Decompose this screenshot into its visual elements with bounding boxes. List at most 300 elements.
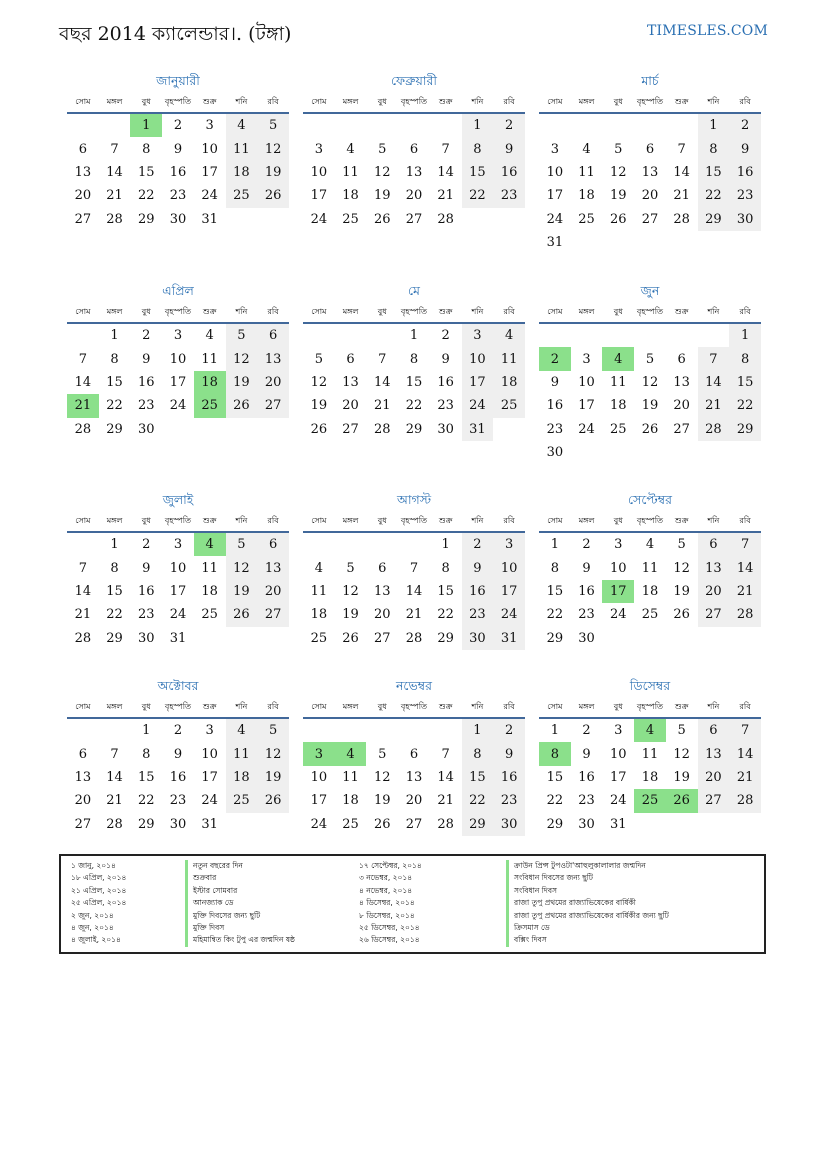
day-cell: 17 xyxy=(578,398,595,414)
week-row xyxy=(67,603,289,626)
day-cell: 14 xyxy=(437,164,454,180)
weekday-header: শুক্র xyxy=(666,511,698,532)
month-name: সেপ্টেম্বর xyxy=(628,492,672,507)
month-name: নভেম্বর xyxy=(395,678,433,693)
week-row xyxy=(67,161,289,184)
empty-cell xyxy=(366,323,398,347)
day-cell: 23 xyxy=(546,421,564,437)
weekend-day-cell: 6 xyxy=(698,532,730,556)
day-cell: 7 xyxy=(78,351,87,367)
weekend-day-cell: 27 xyxy=(257,603,289,626)
day-cell: 24 xyxy=(310,211,328,227)
weekend-day-cell: 30 xyxy=(462,627,494,650)
month-name: জুন xyxy=(640,283,660,298)
day-cell: 2 xyxy=(142,537,151,553)
weekday-header: বৃহস্পতি xyxy=(634,697,666,718)
day-cell: 6 xyxy=(677,351,686,367)
day-cell: 6 xyxy=(645,141,655,157)
day-cell: 2 xyxy=(173,118,183,134)
day-cell: 16 xyxy=(137,374,155,390)
week-row xyxy=(539,208,761,231)
empty-cell xyxy=(666,813,698,836)
weekday-header: শনি xyxy=(226,511,258,532)
day-cell: 21 xyxy=(74,607,92,623)
day-cell: 19 xyxy=(373,793,391,809)
empty-cell xyxy=(335,718,367,742)
holiday-day-cell: 2 xyxy=(539,347,571,370)
day-cell: 8 xyxy=(409,351,419,367)
empty-cell xyxy=(226,813,258,836)
weekday-header: মঙ্গল xyxy=(571,92,603,113)
empty-cell xyxy=(571,323,603,347)
weekend-day-cell: 5 xyxy=(226,532,258,556)
day-cell: 16 xyxy=(169,769,187,785)
legend-date: ৪ জুলাই, ২০১৪ xyxy=(71,935,121,945)
day-cell: 29 xyxy=(405,421,423,437)
weekend-day-cell: 31 xyxy=(462,418,494,441)
day-cell: 1 xyxy=(110,328,119,344)
weekend-day-cell: 23 xyxy=(729,184,761,207)
weekday-header: সোম xyxy=(539,511,571,532)
empty-cell xyxy=(430,113,462,137)
legend-date: ২৫ এপ্রিল, ২০১৪ xyxy=(71,898,127,908)
month-block xyxy=(303,491,525,650)
weekday-header: বুধ xyxy=(130,697,162,718)
weekend-day-cell: 28 xyxy=(729,789,761,812)
weekend-day-cell: 27 xyxy=(698,789,730,812)
weekend-day-cell: 11 xyxy=(493,347,525,370)
legend-holiday-name: ক্রাউন প্রিন্স টুপওটা'আহুলুকালালার জন্মদিন xyxy=(506,860,669,872)
weekend-day-cell: 21 xyxy=(729,766,761,789)
day-cell: 20 xyxy=(342,398,359,414)
month-name: ফেব্রুয়ারী xyxy=(390,73,438,88)
weekday-header: মঙ্গল xyxy=(571,302,603,323)
day-cell: 9 xyxy=(582,560,591,576)
weekend-day-cell: 27 xyxy=(257,394,289,417)
day-cell: 30 xyxy=(578,630,595,646)
empty-cell xyxy=(729,441,761,464)
legend-date: ৪ জুন, ২০১৪ xyxy=(71,922,114,932)
day-cell: 18 xyxy=(310,607,328,623)
day-cell: 23 xyxy=(169,188,187,204)
day-cell: 20 xyxy=(405,793,423,809)
day-cell: 15 xyxy=(137,164,155,180)
day-cell: 1 xyxy=(550,537,559,553)
empty-cell xyxy=(634,813,666,836)
legend-holiday-name: ইস্টার সোমবার xyxy=(185,885,295,897)
weekday-header: মঙ্গল xyxy=(571,697,603,718)
day-cell: 16 xyxy=(578,583,595,599)
empty-cell xyxy=(539,323,571,347)
day-cell: 27 xyxy=(373,630,391,646)
day-cell: 16 xyxy=(546,398,564,414)
weekday-header: মঙ্গল xyxy=(335,302,367,323)
week-row xyxy=(67,766,289,789)
holiday-legend xyxy=(59,854,766,954)
holiday-day-cell: 4 xyxy=(634,718,666,742)
weekday-header: শনি xyxy=(226,92,258,113)
day-cell: 21 xyxy=(437,793,454,809)
week-row xyxy=(303,813,525,836)
week-row xyxy=(539,532,761,556)
week-row xyxy=(67,813,289,836)
day-cell: 8 xyxy=(110,560,119,576)
day-cell: 12 xyxy=(609,164,627,180)
day-cell: 7 xyxy=(409,560,419,576)
day-cell: 24 xyxy=(310,816,328,832)
day-cell: 18 xyxy=(641,769,659,785)
day-cell: 19 xyxy=(641,398,659,414)
day-cell: 11 xyxy=(201,351,218,367)
empty-cell xyxy=(539,113,571,137)
weekend-day-cell: 9 xyxy=(493,137,525,160)
weekday-header: রবি xyxy=(257,697,289,718)
day-cell: 30 xyxy=(437,421,454,437)
weekday-header: শনি xyxy=(462,697,494,718)
day-cell: 28 xyxy=(74,630,92,646)
empty-cell xyxy=(571,113,603,137)
weekday-header: বুধ xyxy=(366,511,398,532)
weekday-header: মঙ্গল xyxy=(99,511,131,532)
empty-cell xyxy=(634,627,666,650)
weekday-header: শনি xyxy=(462,511,494,532)
week-row xyxy=(67,208,289,231)
day-cell: 28 xyxy=(673,211,690,227)
week-row xyxy=(67,580,289,603)
week-row xyxy=(67,394,289,417)
day-cell: 19 xyxy=(673,583,690,599)
week-row xyxy=(67,418,289,441)
weekend-day-cell: 8 xyxy=(462,137,494,160)
day-cell: 21 xyxy=(405,607,423,623)
weekend-day-cell: 22 xyxy=(462,789,494,812)
day-cell: 12 xyxy=(641,374,659,390)
empty-cell xyxy=(698,441,730,464)
empty-cell xyxy=(698,627,730,650)
empty-cell xyxy=(602,323,634,347)
week-row xyxy=(303,789,525,812)
legend-date: ৪ ডিসেম্বর, ২০১৪ xyxy=(359,898,415,908)
day-cell: 5 xyxy=(378,746,387,762)
weekday-header: শনি xyxy=(698,697,730,718)
weekend-day-cell: 18 xyxy=(226,161,258,184)
day-cell: 5 xyxy=(346,560,355,576)
week-row xyxy=(539,603,761,626)
day-cell: 16 xyxy=(437,374,454,390)
month-name: অক্টোবর xyxy=(157,678,199,693)
week-row xyxy=(303,184,525,207)
day-cell: 21 xyxy=(106,188,123,204)
day-cell: 25 xyxy=(342,816,359,832)
day-cell: 17 xyxy=(169,583,187,599)
legend-dates-col-2 xyxy=(359,860,422,947)
legend-date: ৩ নভেম্বর, ২০১৪ xyxy=(359,873,413,883)
day-cell: 21 xyxy=(106,793,123,809)
week-row xyxy=(539,113,761,137)
weekday-header: রবি xyxy=(493,511,525,532)
day-cell: 1 xyxy=(550,723,559,739)
day-cell: 29 xyxy=(437,630,454,646)
weekend-day-cell: 12 xyxy=(257,137,289,160)
empty-cell xyxy=(398,718,430,742)
day-cell: 6 xyxy=(409,746,419,762)
empty-cell xyxy=(162,418,194,441)
day-cell: 26 xyxy=(310,421,328,437)
week-row xyxy=(67,137,289,160)
weekend-day-cell: 19 xyxy=(257,161,289,184)
week-row xyxy=(303,208,525,231)
weekend-day-cell: 11 xyxy=(226,742,258,765)
holiday-day-cell: 4 xyxy=(194,532,226,556)
month-block xyxy=(539,677,761,836)
day-cell: 13 xyxy=(373,583,391,599)
week-row xyxy=(539,580,761,603)
weekday-header: সোম xyxy=(303,92,335,113)
day-cell: 14 xyxy=(106,769,123,785)
week-row xyxy=(67,347,289,370)
day-cell: 11 xyxy=(609,374,627,390)
weekday-header: বৃহস্পতি xyxy=(162,92,194,113)
day-cell: 5 xyxy=(378,141,387,157)
day-cell: 2 xyxy=(142,328,151,344)
week-row xyxy=(303,627,525,650)
weekend-day-cell: 20 xyxy=(698,766,730,789)
week-row xyxy=(539,371,761,394)
weekday-header: মঙ্গল xyxy=(99,302,131,323)
month-block xyxy=(303,282,525,441)
week-row xyxy=(539,161,761,184)
weekday-header: শনি xyxy=(462,302,494,323)
weekend-day-cell: 6 xyxy=(257,532,289,556)
weekday-header: বৃহস্পতি xyxy=(162,302,194,323)
legend-holiday-name: বক্সিং দিবস xyxy=(506,934,669,946)
holiday-day-cell: 21 xyxy=(67,394,99,417)
day-cell: 9 xyxy=(441,351,450,367)
day-cell: 13 xyxy=(641,164,659,180)
day-cell: 8 xyxy=(142,746,151,762)
empty-cell xyxy=(729,231,761,254)
weekday-header: বুধ xyxy=(602,302,634,323)
weekend-day-cell: 15 xyxy=(698,161,730,184)
day-cell: 12 xyxy=(673,560,690,576)
empty-cell xyxy=(634,231,666,254)
weekend-day-cell: 11 xyxy=(226,137,258,160)
day-cell: 13 xyxy=(342,374,359,390)
day-cell: 29 xyxy=(106,421,123,437)
weekend-day-cell: 25 xyxy=(226,789,258,812)
week-row xyxy=(303,532,525,556)
empty-cell xyxy=(430,718,462,742)
day-cell: 13 xyxy=(74,164,92,180)
legend-names-col-1 xyxy=(185,860,295,947)
day-cell: 11 xyxy=(641,746,659,762)
day-cell: 7 xyxy=(441,746,450,762)
weekday-header: শুক্র xyxy=(666,92,698,113)
holiday-day-cell: 3 xyxy=(303,742,335,765)
day-cell: 9 xyxy=(142,560,151,576)
day-cell: 24 xyxy=(201,793,218,809)
day-cell: 8 xyxy=(550,560,559,576)
weekend-day-cell: 20 xyxy=(257,580,289,603)
empty-cell xyxy=(398,113,430,137)
day-cell: 1 xyxy=(409,328,419,344)
day-cell: 7 xyxy=(110,746,119,762)
holiday-day-cell: 4 xyxy=(602,347,634,370)
weekend-day-cell: 2 xyxy=(493,113,525,137)
day-cell: 25 xyxy=(578,211,595,227)
day-cell: 3 xyxy=(205,723,214,739)
weekend-day-cell: 14 xyxy=(698,371,730,394)
weekend-day-cell: 31 xyxy=(493,627,525,650)
month-table xyxy=(67,697,289,836)
empty-cell xyxy=(634,441,666,464)
legend-names-col-2 xyxy=(506,860,669,947)
weekend-day-cell: 27 xyxy=(698,603,730,626)
day-cell: 15 xyxy=(405,374,423,390)
weekend-day-cell: 13 xyxy=(698,556,730,579)
weekend-day-cell: 22 xyxy=(698,184,730,207)
day-cell: 24 xyxy=(169,607,187,623)
empty-cell xyxy=(67,323,99,347)
weekend-day-cell: 30 xyxy=(729,208,761,231)
day-cell: 20 xyxy=(641,188,659,204)
weekend-day-cell: 19 xyxy=(257,766,289,789)
weekday-header: সোম xyxy=(67,302,99,323)
weekend-day-cell: 15 xyxy=(729,371,761,394)
weekend-day-cell: 7 xyxy=(729,532,761,556)
day-cell: 28 xyxy=(106,211,123,227)
empty-cell xyxy=(366,113,398,137)
day-cell: 3 xyxy=(173,328,183,344)
day-cell: 27 xyxy=(405,816,423,832)
week-row xyxy=(539,418,761,441)
weekend-day-cell: 1 xyxy=(698,113,730,137)
day-cell: 22 xyxy=(546,793,564,809)
week-row xyxy=(303,766,525,789)
empty-cell xyxy=(99,113,131,137)
day-cell: 20 xyxy=(74,793,92,809)
day-cell: 2 xyxy=(582,723,591,739)
weekend-day-cell: 19 xyxy=(226,371,258,394)
weekday-header: শনি xyxy=(226,697,258,718)
day-cell: 25 xyxy=(310,630,328,646)
weekend-day-cell: 23 xyxy=(462,603,494,626)
weekend-day-cell: 29 xyxy=(462,813,494,836)
month-table xyxy=(539,302,761,464)
day-cell: 10 xyxy=(578,374,595,390)
weekday-header: শুক্র xyxy=(666,302,698,323)
day-cell: 4 xyxy=(582,141,591,157)
week-row xyxy=(539,789,761,812)
day-cell: 31 xyxy=(609,816,627,832)
weekday-header: বৃহস্পতি xyxy=(398,302,430,323)
month-table xyxy=(303,92,525,231)
week-row xyxy=(539,742,761,765)
weekday-header: শুক্র xyxy=(194,92,226,113)
empty-cell xyxy=(303,113,335,137)
weekend-day-cell: 19 xyxy=(226,580,258,603)
day-cell: 13 xyxy=(405,769,423,785)
weekday-header: রবি xyxy=(257,511,289,532)
day-cell: 26 xyxy=(609,211,627,227)
day-cell: 6 xyxy=(78,746,87,762)
day-cell: 18 xyxy=(578,188,595,204)
month-table xyxy=(303,302,525,441)
empty-cell xyxy=(666,323,698,347)
weekend-day-cell: 17 xyxy=(462,371,494,394)
day-cell: 28 xyxy=(74,421,92,437)
day-cell: 19 xyxy=(310,398,328,414)
month-block xyxy=(539,282,761,464)
weekend-day-cell: 12 xyxy=(226,347,258,370)
day-cell: 21 xyxy=(673,188,690,204)
legend-holiday-name: ক্রিসমাস ডে xyxy=(506,922,669,934)
empty-cell xyxy=(226,208,258,231)
empty-cell xyxy=(67,532,99,556)
day-cell: 23 xyxy=(137,398,155,414)
holiday-day-cell: 8 xyxy=(539,742,571,765)
day-cell: 9 xyxy=(173,746,183,762)
weekend-day-cell: 7 xyxy=(729,718,761,742)
weekend-day-cell: 18 xyxy=(493,371,525,394)
day-cell: 6 xyxy=(346,351,355,367)
weekend-day-cell: 16 xyxy=(493,161,525,184)
day-cell: 26 xyxy=(641,421,659,437)
weekday-header: বৃহস্পতি xyxy=(634,92,666,113)
day-cell: 11 xyxy=(578,164,595,180)
weekend-day-cell: 6 xyxy=(698,718,730,742)
weekday-header: সোম xyxy=(67,92,99,113)
legend-date: ২১ এপ্রিল, ২০১৪ xyxy=(71,885,127,895)
day-cell: 26 xyxy=(673,607,690,623)
legend-date: ১ জানু, ২০১৪ xyxy=(71,861,116,870)
day-cell: 20 xyxy=(74,188,92,204)
day-cell: 22 xyxy=(137,793,155,809)
day-cell: 24 xyxy=(169,398,187,414)
day-cell: 20 xyxy=(673,398,690,414)
day-cell: 28 xyxy=(437,816,454,832)
weekday-header: বুধ xyxy=(602,511,634,532)
empty-cell xyxy=(602,113,634,137)
day-cell: 18 xyxy=(201,583,218,599)
legend-holiday-name: সংবিধান দিবসের জন্য ছুটি xyxy=(506,872,669,884)
weekend-day-cell: 9 xyxy=(462,556,494,579)
empty-cell xyxy=(634,113,666,137)
weekday-header: রবি xyxy=(257,92,289,113)
day-cell: 3 xyxy=(614,723,623,739)
weekend-day-cell: 1 xyxy=(729,323,761,347)
empty-cell xyxy=(698,323,730,347)
brand-link[interactable]: TIMESLES.COM xyxy=(647,23,768,39)
day-cell: 3 xyxy=(614,537,623,553)
legend-date: ৪ নভেম্বর, ২০১৪ xyxy=(359,885,413,895)
week-row xyxy=(303,137,525,160)
legend-holiday-name: শুক্রবার xyxy=(185,872,295,884)
day-cell: 3 xyxy=(205,118,214,134)
weekend-day-cell: 15 xyxy=(462,766,494,789)
week-row xyxy=(539,627,761,650)
weekend-day-cell: 26 xyxy=(257,789,289,812)
weekend-day-cell: 5 xyxy=(226,323,258,347)
day-cell: 27 xyxy=(74,816,92,832)
holiday-day-cell: 1 xyxy=(130,113,162,137)
weekend-day-cell: 6 xyxy=(257,323,289,347)
weekday-header: বুধ xyxy=(130,511,162,532)
month-table xyxy=(67,302,289,441)
weekday-header: মঙ্গল xyxy=(99,92,131,113)
day-cell: 18 xyxy=(342,793,359,809)
weekend-day-cell: 25 xyxy=(493,394,525,417)
